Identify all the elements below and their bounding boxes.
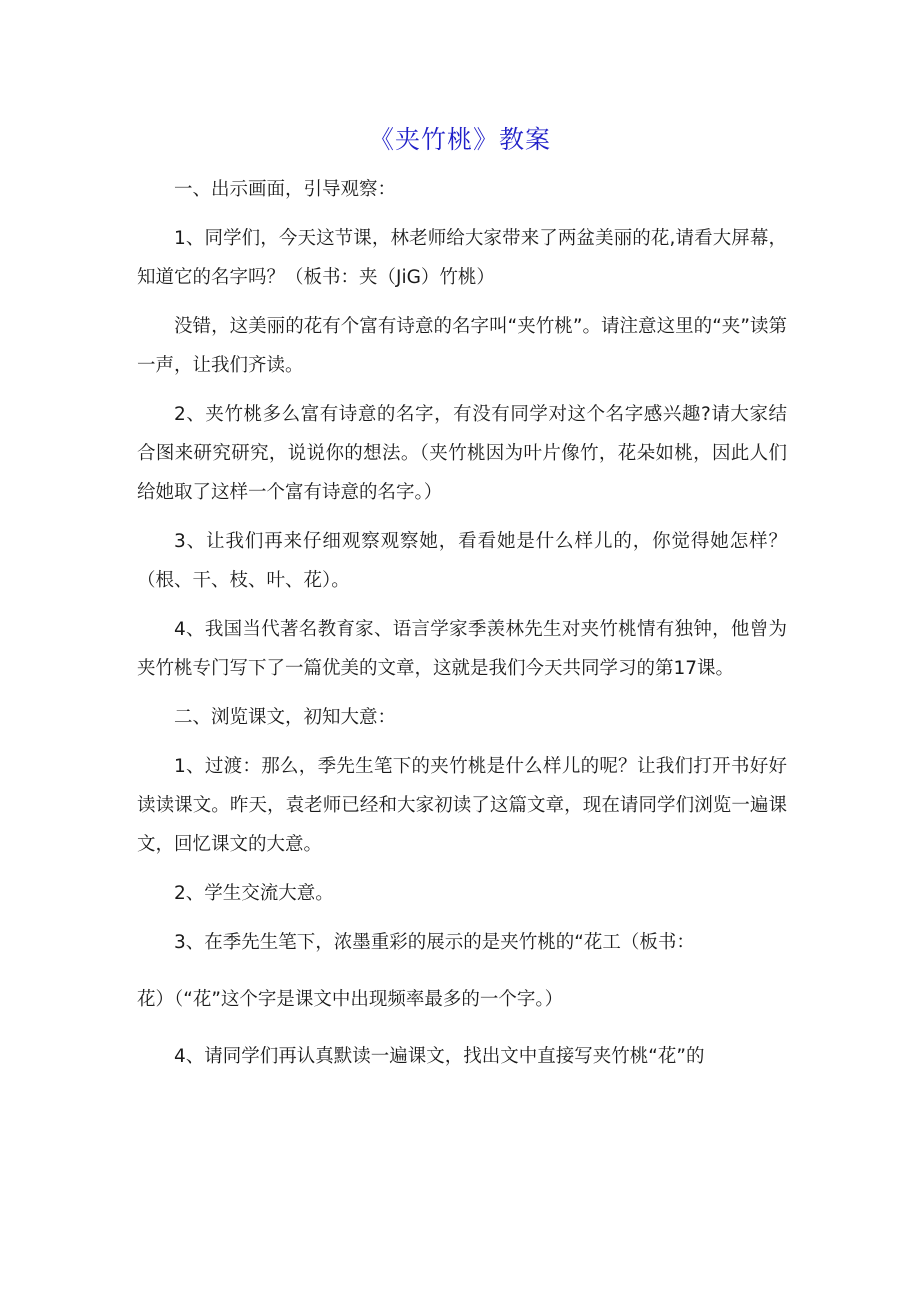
paragraph-7: 2、学生交流大意。	[174, 883, 334, 904]
paragraph-6: 1、过渡：那么，季先生笔下的夹竹桃是什么样儿的呢？让我们打开书好好读读课文。昨天，袁老师已经和大家初读了这篇文章，现在请同学们浏览一遍课文，回忆课文的大意。	[137, 756, 787, 855]
paragraph-9: 4、请同学们再认真默读一遍课文，找出文中直接写夹竹桃“花”的	[174, 1046, 705, 1067]
paragraph-2: 没错，这美丽的花有个富有诗意的名字叫“夹竹桃”。请注意这里的“夹”读第一声，让我们齐读。	[137, 316, 787, 376]
document-title: 《夹竹桃》教案	[368, 125, 551, 154]
section-heading-2: 二、浏览课文，初知大意：	[174, 707, 397, 728]
document-body	[137, 170, 787, 1086]
section-heading-1: 一、出示画面，引导观察：	[174, 179, 397, 200]
paragraph-4: 3、让我们再来仔细观察观察她，看看她是什么样儿的，你觉得她怎样？（根、干、枝、叶、花）。	[137, 531, 787, 591]
paragraph-8: 3、在季先生笔下，浓墨重彩的展示的是夹竹桃的“花工（板书：	[174, 932, 695, 953]
paragraph-3: 2、夹竹桃多么富有诗意的名字，有没有同学对这个名字感兴趣?请大家结合图来研究研究，说说你的想法。（夹竹桃因为叶片像竹，花朵如桃，因此人们给她取了这样一个富有诗意的名字。）	[137, 404, 787, 503]
paragraph-5: 4、我国当代著名教育家、语言学家季羡林先生对夹竹桃情有独钟，他曾为夹竹桃专门写下了一篇优美的文章，这就是我们今天共同学习的第17课。	[137, 619, 787, 679]
paragraph-1: 1、同学们，今天这节课，林老师给大家带来了两盆美丽的花,请看大屏幕，知道它的名字吗？（板书：夹（JiG）竹桃）	[137, 228, 787, 288]
paragraph-8-continued: 花）（“花”这个字是课文中出现频率最多的一个字。）	[137, 989, 564, 1010]
